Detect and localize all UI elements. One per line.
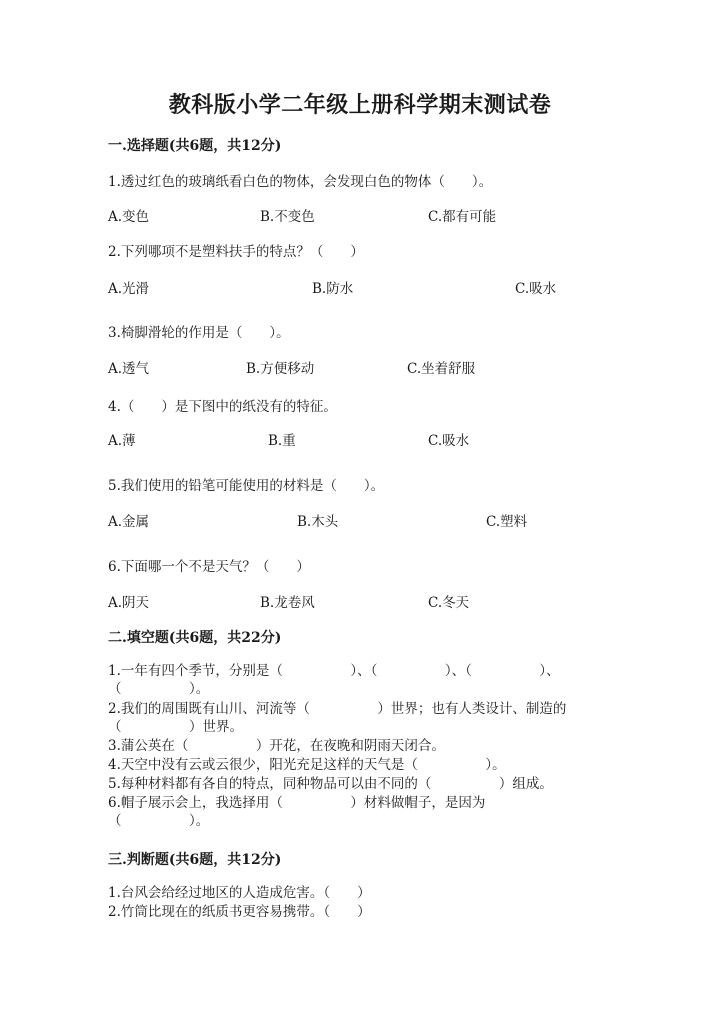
choice-option-6c: C.冬天 (428, 595, 470, 611)
fill-question-5: 5.每种材料都有各自的特点，同种物品可以由不同的（ ）组成。 (108, 776, 553, 792)
choice-question-4: 4.（ ）是下图中的纸没有的特征。 (108, 399, 337, 415)
fill-question-6-line1: 6.帽子展示会上，我选择用（ ）材料做帽子，是因为 (108, 795, 486, 811)
choice-question-5: 5.我们使用的铅笔可能使用的材料是（ ）。 (108, 478, 385, 494)
choice-option-3b: B.方便移动 (246, 361, 315, 377)
choice-option-4a: A.薄 (108, 433, 136, 449)
section-heading-choice: 一.选择题(共6题，共12分) (108, 138, 282, 154)
choice-question-1: 1.透过红色的玻璃纸看白色的物体，会发现白色的物体（ ）。 (108, 174, 493, 190)
judge-question-1: 1.台风会给经过地区的人造成危害。（ ） (108, 885, 371, 901)
choice-option-1c: C.都有可能 (428, 209, 497, 225)
fill-question-6-line2: （ ）。 (108, 813, 210, 829)
choice-option-2c: C.吸水 (515, 281, 557, 297)
choice-option-4c: C.吸水 (428, 433, 470, 449)
fill-question-3: 3.蒲公英在（ ）开花，在夜晚和阴雨天闭合。 (108, 738, 445, 754)
fill-question-1-line2: （ ）。 (108, 681, 210, 697)
section-heading-fill: 二.填空题(共6题，共22分) (108, 630, 282, 646)
choice-option-1b: B.不变色 (260, 209, 315, 225)
choice-option-3a: A.透气 (108, 361, 150, 377)
choice-option-2b: B.防水 (312, 281, 354, 297)
choice-option-1a: A.变色 (108, 209, 150, 225)
fill-question-2-line2: （ ）世界。 (108, 719, 243, 735)
choice-option-3c: C.坐着舒服 (407, 361, 476, 377)
choice-option-6b: B.龙卷风 (260, 595, 315, 611)
choice-option-6a: A.阴天 (108, 595, 150, 611)
fill-question-4: 4.天空中没有云或云很少，阳光充足这样的天气是（ ）。 (108, 757, 506, 773)
judge-question-2: 2.竹筒比现在的纸质书更容易携带。（ ） (108, 904, 371, 920)
fill-question-1-line1: 1.一年有四个季节，分别是（ ）、（ ）、（ ）、 (108, 663, 560, 679)
choice-option-5a: A.金属 (108, 514, 150, 530)
choice-option-5b: B.木头 (297, 514, 339, 530)
section-heading-judge: 三.判断题(共6题，共12分) (108, 852, 282, 868)
choice-option-2a: A.光滑 (108, 281, 150, 297)
fill-question-2-line1: 2.我们的周围既有山川、河流等（ ）世界；也有人类设计、制造的 (108, 701, 567, 717)
choice-question-3: 3.椅脚滑轮的作用是（ ）。 (108, 325, 290, 341)
choice-option-4b: B.重 (268, 433, 296, 449)
page-title: 教科版小学二年级上册科学期末测试卷 (168, 92, 552, 118)
choice-question-2: 2.下列哪项不是塑料扶手的特点？（ ） (108, 244, 364, 260)
choice-question-6: 6.下面哪一个不是天气？（ ） (108, 559, 310, 575)
choice-option-5c: C.塑料 (486, 514, 528, 530)
